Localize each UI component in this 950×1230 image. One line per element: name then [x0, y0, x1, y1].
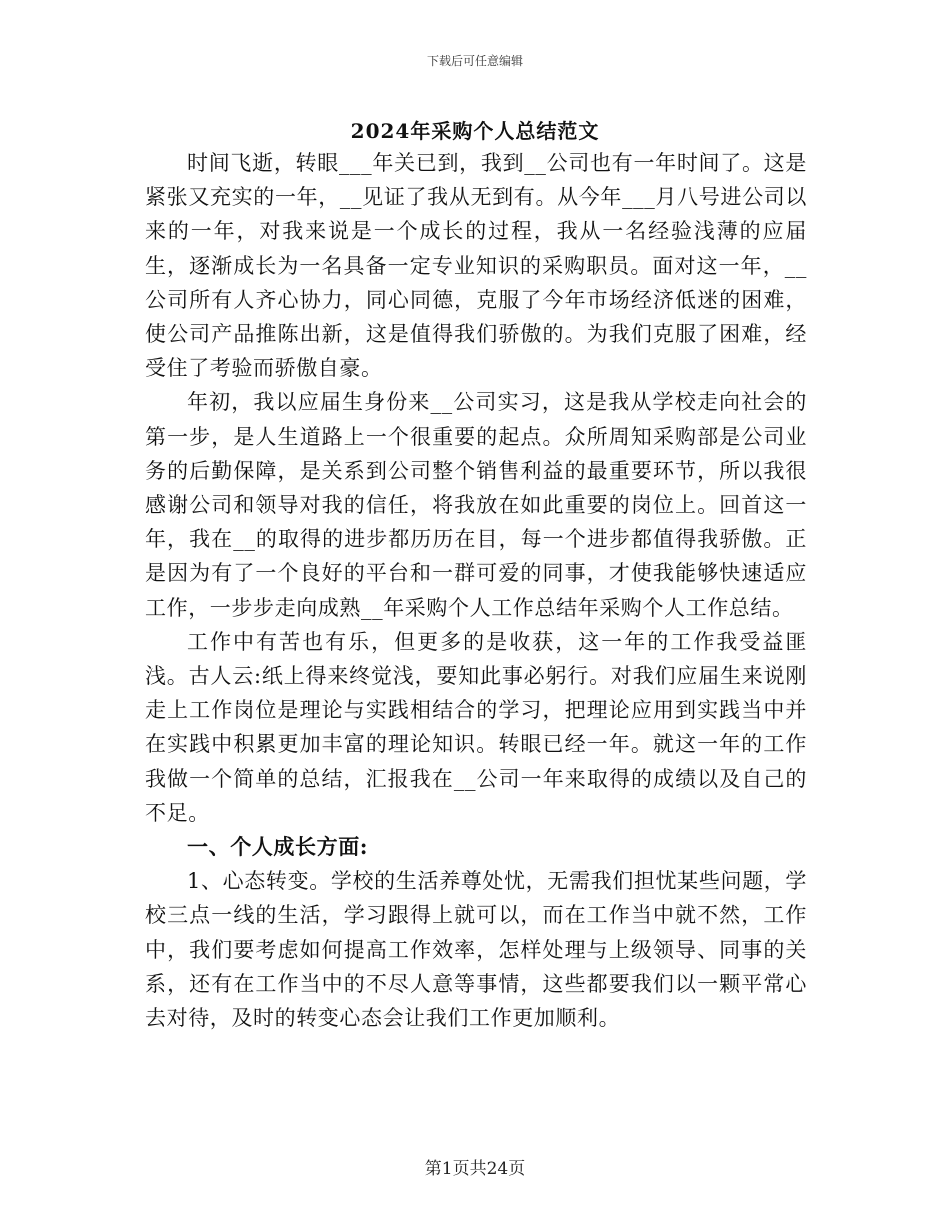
paragraph-beginning-of-year: 年初，我以应届生身份来__公司实习，这是我从学校走向社会的第一步，是人生道路上一个很重要的起点。众所周知采购部是公司业务的后勤保障，是关系到公司整个销售利益的最重要环节，所以我很感谢公司和领导对我的信任，将我放在如此重要的岗位上。回首这一年，我在__的取得的进步都历历在目，每一个进步都值得我骄傲。正是因为有了一个良好的平台和一群可爱的同事，才使我能够快速适应工作，一步步走向成熟__年采购个人工作总结年采购个人工作总结。: [145, 390, 807, 620]
document-title: 2024年采购个人总结范文: [350, 119, 600, 143]
paragraph-intro: 时间飞逝，转眼___年关已到，我到__公司也有一年时间了。这是紧张又充实的一年，__见证了我从无到有。从今年___月八号进公司以来的一年，对我来说是一个成长的过程，我从一名经验浅薄的应届生，逐渐成长为一名具备一定专业知识的采购职员。面对这一年，__公司所有人齐心协力，同心同德，克服了今年市场经济低迷的困难，使公司产品推陈出新，这是值得我们骄傲的。为我们克服了困难，经受住了考验而骄傲自豪。: [145, 151, 807, 381]
page-number-footer: 第1页共24页: [424, 1159, 526, 1179]
page-header-note: 下载后可任意编辑: [426, 54, 523, 68]
section-heading-personal-growth: 一、个人成长方面:: [187, 834, 369, 860]
paragraph-mindset-change: 1、心态转变。学校的生活养尊处忧，无需我们担忧某些问题，学校三点一线的生活，学习跟得上就可以，而在工作当中就不然，工作中，我们要考虑如何提高工作效率，怎样处理与上级领导、同事的关系，还有在工作当中的不尽人意等事情，这些都要我们以一颗平常心去对待，及时的转变心态会让我们工作更加顺利。: [145, 869, 807, 1031]
paragraph-work-gains: 工作中有苦也有乐，但更多的是收获，这一年的工作我受益匪浅。古人云:纸上得来终觉浅，要知此事必躬行。对我们应届生来说刚走上工作岗位是理论与实践相结合的学习，把理论应用到实践当中并在实践中积累更加丰富的理论知识。转眼已经一年。就这一年的工作我做一个简单的总结，汇报我在__公司一年来取得的成绩以及自己的不足。: [145, 629, 807, 825]
document-body: [145, 146, 807, 1035]
